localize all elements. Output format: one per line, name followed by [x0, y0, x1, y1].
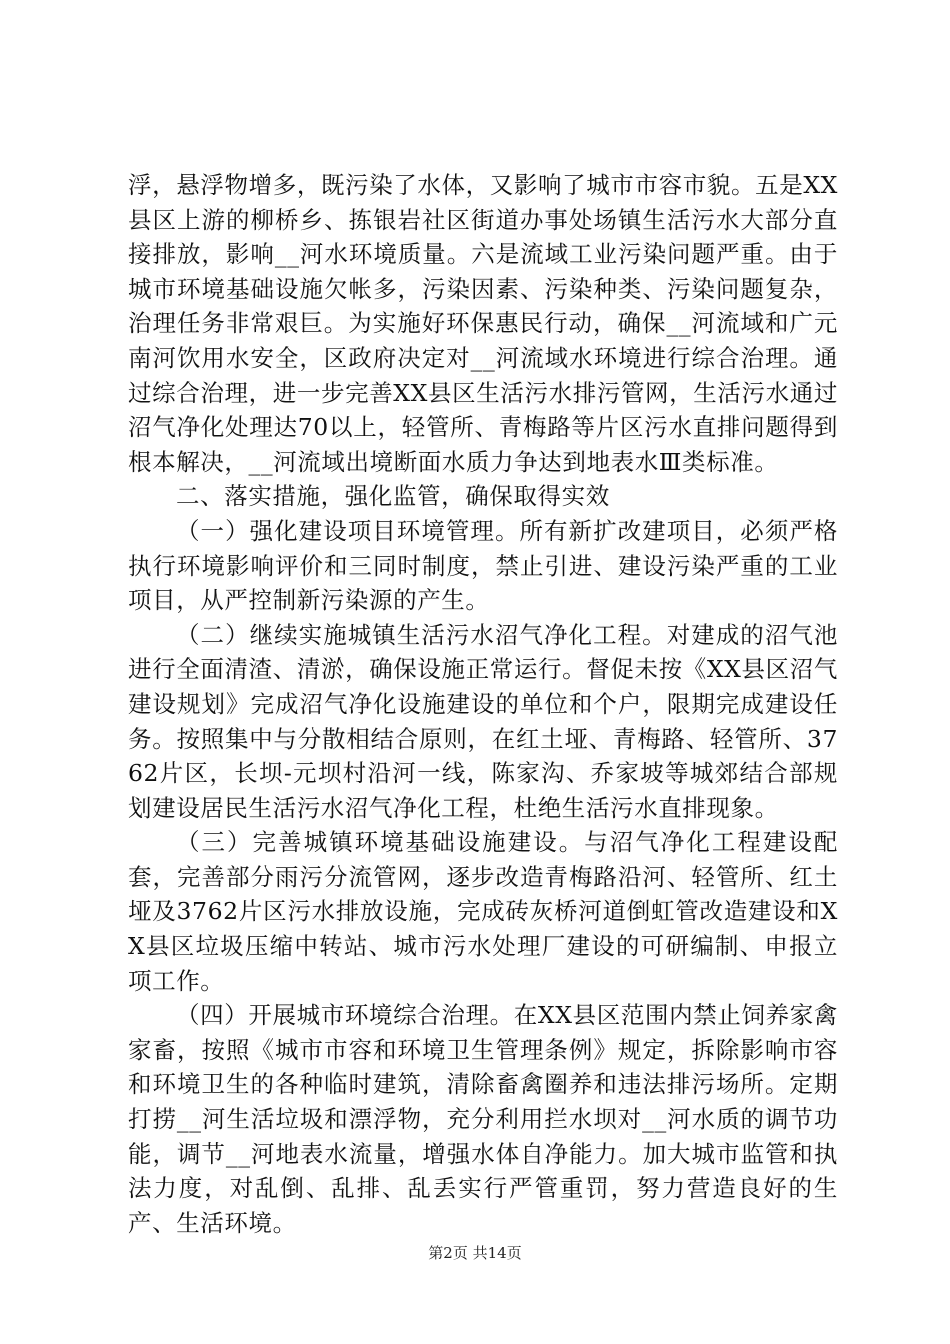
document-body	[128, 168, 838, 1240]
paragraph-item-2: （二）继续实施城镇生活污水沼气净化工程。对建成的沼气池进行全面清渣、清淤，确保设施正常运行。督促未按《XX县区沼气建设规划》完成沼气净化设施建设的单位和个户，限期完成建设任务。按照集中与分散相结合原则，在红土垭、青梅路、轻管所、3762片区，长坝-元坝村沿河一线，陈家沟、乔家坡等城郊结合部规划建设居民生活污水沼气净化工程，杜绝生活污水直排现象。	[128, 620, 838, 822]
paragraph-item-1: （一）强化建设项目环境管理。所有新扩改建项目，必须严格执行环境影响评价和三同时制度，禁止引进、建设污染严重的工业项目，从严控制新污染源的产生。	[128, 516, 838, 615]
paragraph-item-4: （四）开展城市环境综合治理。在XX县区范围内禁止饲养家禽家畜，按照《城市市容和环境卫生管理条例》规定，拆除影响市容和环境卫生的各种临时建筑，清除畜禽圈养和违法排污场所。定期打捞__河生活垃圾和漂浮物，充分利用拦水坝对__河水质的调节功能，调节__河地表水流量，增强水体自净能力。加大城市监管和执法力度，对乱倒、乱排、乱丢实行严管重罚，努力营造良好的生产、生活环境。	[128, 1001, 838, 1237]
paragraph-continuation: 浮，悬浮物增多，既污染了水体，又影响了城市市容市貌。五是XX县区上游的柳桥乡、拣银岩社区街道办事处场镇生活污水大部分直接排放，影响__河水环境质量。六是流域工业污染问题严重。由于城市环境基础设施欠帐多，污染因素、污染种类、污染问题复杂，治理任务非常艰巨。为实施好环保惠民行动，确保__河流域和广元南河饮用水安全，区政府决定对__河流域水环境进行综合治理。通过综合治理，进一步完善XX县区生活污水排污管网，生活污水通过沼气净化处理达70以上，轻管所、青梅路等片区污水直排问题得到根本解决，__河流域出境断面水质力争达到地表水Ⅲ类标准。	[128, 171, 838, 476]
paragraph-item-3: （三）完善城镇环境基础设施建设。与沼气净化工程建设配套，完善部分雨污分流管网，逐步改造青梅路沿河、轻管所、红土垭及3762片区污水排放设施，完成砖灰桥河道倒虹管改造建设和XX县区垃圾压缩中转站、城市污水处理厂建设的可研编制、申报立项工作。	[128, 828, 838, 995]
section-heading: 二、落实措施，强化监管，确保取得实效	[176, 482, 610, 511]
page-number-footer: 第2页 共14页	[428, 1244, 522, 1262]
